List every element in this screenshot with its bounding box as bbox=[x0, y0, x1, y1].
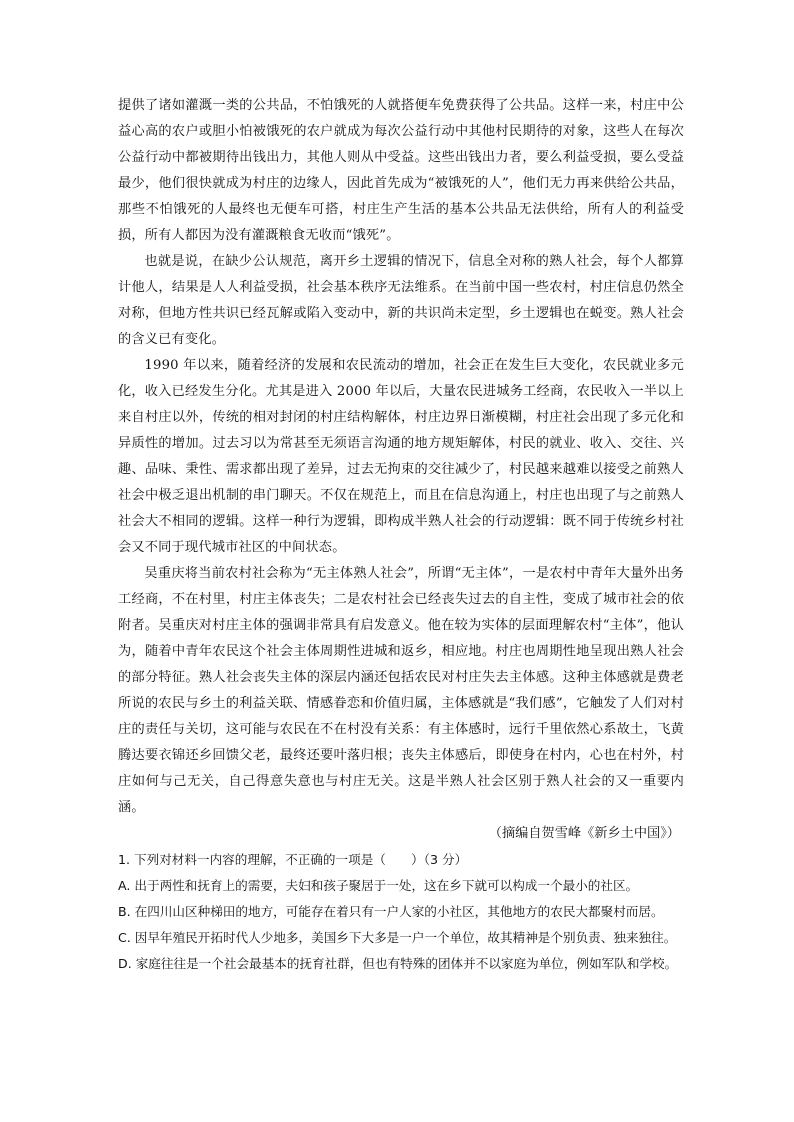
article-paragraph-4: 吴重庆将当前农村社会称为“无主体熟人社会”，所谓“无主体”，一是农村中青年大量外出务工经商，不在村里，村庄主体丧失；二是农村社会已经丧失过去的自主性，变成了城市社会的依附者。吴重庆对村庄主体的强调非常具有启发意义。他在较为实体的层面理解农村“主体”，他认为，随着中青年农民这个社会主体周期性进城和返乡，相应地。村庄也周期性地呈现出熟人社会的部分特征。熟人社会丧失主体的深层内涵还包括农民对村庄失去主体感。这种主体感就是费老所说的农民与乡土的利益关联、情感眷恋和价值归属，主体感就是“我们感”，它触发了人们对村庄的责任与关切，这可能与农民在不在村没有关系：有主体感时，远行千里依然心系故土，飞黄腾达要衣锦还乡回馈父老，最终还要叶落归根；丧失主体感后，即使身在村内，心也在村外，村庄如何与己无关，自己得意失意也与村庄无关。这是半熟人社会区别于熟人社会的又一重要内涵。 bbox=[118, 566, 684, 815]
question-option-d: D. 家庭往往是一个社会最基本的抚育社群，但也有特殊的团体并不以家庭为单位，例如军队和学校。 bbox=[118, 956, 678, 971]
article-paragraph-3: 1990 年以来，随着经济的发展和农民流动的增加，社会正在发生巨大变化，农民就业多元化，收入已经发生分化。尤其是进入 2000 年以后，大量农民进城务工经商，农民收入一半以上来自村庄以外，传统的相对封闭的村庄结构解体，村庄边界日渐模糊，村庄社会出现了多元化和异质性的增加。过去习以为常甚至无须语言沟通的地方规矩解体，村民的就业、收入、交往、兴趣、品味、秉性、需求都出现了差异，过去无拘束的交往减少了，村民越来越难以接受之前熟人社会中极乏退出机制的串门聊天。不仅在规范上，而且在信息沟通上，村庄也出现了与之前熟人社会大不相同的逻辑。这样一种行为逻辑，即构成半熟人社会的行动逻辑：既不同于传统乡村社会又不同于现代城市社区的中间状态。 bbox=[118, 358, 684, 555]
article-paragraph-2: 也就是说，在缺少公认规范，离开乡土逻辑的情况下，信息全对称的熟人社会，每个人都算计他人，结果是人人利益受损，社会基本秩序无法维系。在当前中国一些农村，村庄信息仍然全对称，但地方性共识已经瓦解或陷入变动中，新的共识尚未定型，乡土逻辑也在蜕变。熟人社会的含义已有变化。 bbox=[118, 254, 684, 347]
question-option-b: B. 在四川山区种梯田的地方，可能存在着只有一户人家的小社区，其他地方的农民大都聚村而居。 bbox=[118, 904, 664, 919]
question-option-c: C. 因早年殖民开拓时代人少地多，美国乡下大多是一户一个单位，故其精神是个别负责、独来独往。 bbox=[118, 930, 677, 945]
article-paragraph-1: 提供了诸如灌溉一类的公共品，不怕饿死的人就搭便车免费获得了公共品。这样一来，村庄中公益心高的农户或胆小怕被饿死的农户就成为每次公益行动中其他村民期待的对象，这些人在每次公益行动中都被期待出钱出力，其他人则从中受益。这些出钱出力者，要么利益受损，要么受益最少，他们很快就成为村庄的边缘人，因此首先成为“被饿死的人”，他们无力再来供给公共品，那些不怕饿死的人最终也无便车可搭，村庄生产生活的基本公共品无法供给，所有人的利益受损，所有人都因为没有灌溉粮食无收而“饿死”。 bbox=[118, 98, 684, 243]
article-source: （摘编自贺雪峰《新乡土中国》） bbox=[488, 826, 680, 841]
question-option-a: A. 出于两性和抚育上的需要，夫妇和孩子聚居于一处，这在乡下就可以构成一个最小的社区。 bbox=[118, 878, 639, 893]
question-stem: 1. 下列对材料一内容的理解，不正确的一项是（ ）（3 分） bbox=[118, 852, 468, 867]
document-page bbox=[118, 93, 684, 977]
